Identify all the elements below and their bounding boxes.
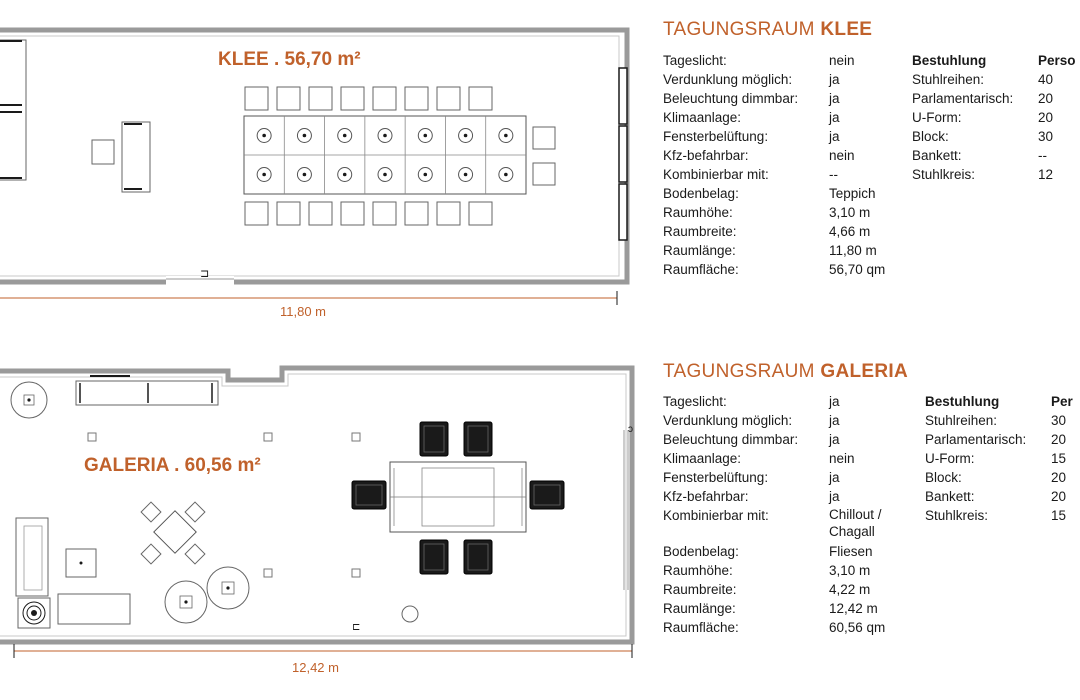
klee-chair bbox=[341, 87, 364, 110]
klee-property-value: ja bbox=[829, 129, 840, 144]
galeria-property-value: ja bbox=[829, 394, 840, 409]
klee-property-label: Bodenbelag: bbox=[663, 186, 739, 201]
klee-seating-value: -- bbox=[1038, 148, 1047, 163]
galeria-ceiling-light bbox=[264, 433, 272, 441]
galeria-property-labels bbox=[663, 392, 798, 637]
galeria-property-label: Kombinierbar mit: bbox=[663, 508, 769, 523]
klee-seating-labels bbox=[912, 51, 1013, 184]
klee-plan-label: KLEE . 56,70 m² bbox=[218, 49, 361, 70]
galeria-info-panel bbox=[663, 361, 1073, 635]
galeria-property-value: 60,56 qm bbox=[829, 620, 886, 635]
galeria-property-value: ja bbox=[829, 489, 840, 504]
galeria-ceiling-light bbox=[88, 433, 96, 441]
klee-property-labels bbox=[663, 51, 798, 279]
klee-chair bbox=[341, 202, 364, 225]
galeria-property-value: Fliesen bbox=[829, 544, 873, 559]
galeria-property-label: Kfz-befahrbar: bbox=[663, 489, 749, 504]
klee-title-name: KLEE bbox=[820, 19, 873, 40]
klee-property-value: 56,70 qm bbox=[829, 262, 886, 277]
klee-chair bbox=[245, 87, 268, 110]
galeria-property-value: 4,22 m bbox=[829, 582, 871, 597]
klee-seating-label: U-Form: bbox=[912, 110, 962, 125]
galeria-seating-values bbox=[1051, 392, 1073, 525]
klee-seating-label: Stuhlkreis: bbox=[912, 167, 976, 182]
klee-property-label: Kombinierbar mit: bbox=[663, 167, 769, 182]
galeria-ceiling-light bbox=[352, 433, 360, 441]
klee-chair bbox=[373, 202, 396, 225]
klee-seating-label: Stuhlreihen: bbox=[912, 72, 985, 87]
klee-floor-plan bbox=[0, 30, 627, 319]
galeria-seating-label: Parlamentarisch: bbox=[925, 432, 1027, 447]
galeria-seating-value: 20 bbox=[1051, 432, 1067, 447]
klee-chair bbox=[373, 87, 396, 110]
galeria-property-label: Beleuchtung dimmbar: bbox=[663, 432, 799, 447]
klee-chair bbox=[469, 202, 492, 225]
klee-chair bbox=[309, 202, 332, 225]
svg-text:⊏: ⊏ bbox=[352, 622, 361, 633]
klee-property-label: Beleuchtung dimmbar: bbox=[663, 91, 799, 106]
klee-seating-value: 30 bbox=[1038, 129, 1054, 144]
klee-property-values bbox=[829, 51, 885, 279]
galeria-seating-value: 20 bbox=[1051, 470, 1067, 485]
klee-chair bbox=[277, 202, 300, 225]
klee-property-label: Raumhöhe: bbox=[663, 205, 733, 220]
klee-chair bbox=[533, 163, 555, 185]
klee-chair bbox=[245, 202, 268, 225]
klee-chair bbox=[437, 87, 460, 110]
klee-property-label: Fensterbelüftung: bbox=[663, 129, 769, 144]
klee-seating-label: Bankett: bbox=[912, 148, 962, 163]
klee-property-value: -- bbox=[829, 167, 838, 182]
galeria-floor-plan bbox=[0, 368, 633, 675]
klee-chair bbox=[533, 127, 555, 149]
galeria-property-label: Fensterbelüftung: bbox=[663, 470, 769, 485]
klee-seating-value: 40 bbox=[1038, 72, 1054, 87]
galeria-seating-label: Block: bbox=[925, 470, 962, 485]
klee-seating-label: Block: bbox=[912, 129, 949, 144]
galeria-length-dimension: 12,42 m bbox=[292, 660, 339, 675]
klee-chair bbox=[469, 87, 492, 110]
galeria-property-value: 3,10 m bbox=[829, 563, 871, 578]
klee-seating-value: 20 bbox=[1038, 110, 1054, 125]
klee-seating-label: Parlamentarisch: bbox=[912, 91, 1014, 106]
galeria-property-value: ja bbox=[829, 470, 840, 485]
klee-window bbox=[619, 68, 627, 124]
galeria-seating-header: Bestuhlung bbox=[925, 394, 1000, 409]
klee-info-panel bbox=[663, 19, 1076, 277]
klee-property-label: Raumfläche: bbox=[663, 262, 739, 277]
klee-property-value: 4,66 m bbox=[829, 224, 871, 239]
klee-property-value: nein bbox=[829, 53, 855, 68]
galeria-seating-label: U-Form: bbox=[925, 451, 975, 466]
klee-chair bbox=[405, 202, 428, 225]
galeria-property-label: Raumbreite: bbox=[663, 582, 737, 597]
galeria-cabinet bbox=[58, 594, 130, 624]
klee-property-label: Raumbreite: bbox=[663, 224, 737, 239]
galeria-seating-labels bbox=[925, 392, 1026, 525]
klee-title-prefix: TAGUNGSRAUM bbox=[663, 19, 815, 40]
klee-chair bbox=[405, 87, 428, 110]
klee-seating-header: Bestuhlung bbox=[912, 53, 987, 68]
klee-property-label: Verdunklung möglich: bbox=[663, 72, 793, 87]
galeria-seating-value: 30 bbox=[1051, 413, 1067, 428]
galeria-seating-value: 15 bbox=[1051, 451, 1067, 466]
galeria-property-label: Bodenbelag: bbox=[663, 544, 739, 559]
klee-property-value: ja bbox=[829, 110, 840, 125]
klee-chair bbox=[437, 202, 460, 225]
galeria-lounge-group bbox=[141, 502, 205, 564]
galeria-property-label: Verdunklung möglich: bbox=[663, 413, 793, 428]
galeria-property-label: Tageslicht: bbox=[663, 394, 727, 409]
galeria-property-value: ja bbox=[829, 432, 840, 447]
galeria-persons-header: Per bbox=[1051, 394, 1073, 409]
klee-property-value: ja bbox=[829, 72, 840, 87]
galeria-seating-label: Stuhlreihen: bbox=[925, 413, 998, 428]
klee-property-value: 11,80 m bbox=[829, 243, 877, 258]
galeria-property-value: Chillout / Chagall bbox=[829, 507, 882, 539]
galeria-shelf bbox=[76, 381, 218, 405]
svg-text:ɔ: ɔ bbox=[628, 424, 633, 435]
galeria-seating-label: Bankett: bbox=[925, 489, 975, 504]
galeria-property-label: Raumlänge: bbox=[663, 601, 736, 616]
galeria-property-label: Klimaanlage: bbox=[663, 451, 742, 466]
klee-property-value: Teppich bbox=[829, 186, 876, 201]
klee-title bbox=[663, 20, 872, 39]
klee-seating-values bbox=[1038, 51, 1076, 184]
galeria-plan-label: GALERIA . 60,56 m² bbox=[84, 455, 261, 476]
klee-property-label: Kfz-befahrbar: bbox=[663, 148, 749, 163]
galeria-title-prefix: TAGUNGSRAUM bbox=[663, 361, 815, 382]
galeria-title-name: GALERIA bbox=[820, 361, 908, 382]
klee-lectern bbox=[122, 122, 150, 192]
klee-chair bbox=[309, 87, 332, 110]
galeria-property-label: Raumfläche: bbox=[663, 620, 739, 635]
klee-length-dimension: 11,80 m bbox=[280, 304, 327, 319]
klee-property-value: nein bbox=[829, 148, 855, 163]
galeria-property-label: Raumhöhe: bbox=[663, 563, 733, 578]
galeria-property-value: 12,42 m bbox=[829, 601, 878, 616]
galeria-property-value: ja bbox=[829, 413, 840, 428]
klee-property-value: 3,10 m bbox=[829, 205, 871, 220]
klee-window bbox=[619, 126, 627, 182]
klee-seating-value: 12 bbox=[1038, 167, 1054, 182]
galeria-property-value: nein bbox=[829, 451, 855, 466]
klee-property-label: Klimaanlage: bbox=[663, 110, 742, 125]
galeria-seating-value: 20 bbox=[1051, 489, 1067, 504]
galeria-ceiling-light bbox=[352, 569, 360, 577]
klee-property-label: Tageslicht: bbox=[663, 53, 727, 68]
galeria-ceiling-light bbox=[264, 569, 272, 577]
klee-persons-header: Perso bbox=[1038, 53, 1076, 68]
klee-property-value: ja bbox=[829, 91, 840, 106]
galeria-seating-label: Stuhlkreis: bbox=[925, 508, 989, 523]
klee-window bbox=[619, 184, 627, 240]
galeria-seating-value: 15 bbox=[1051, 508, 1067, 523]
klee-seating-value: 20 bbox=[1038, 91, 1054, 106]
galeria-title bbox=[663, 362, 908, 381]
klee-chair bbox=[277, 87, 300, 110]
galeria-property-values bbox=[829, 392, 909, 637]
klee-property-label: Raumlänge: bbox=[663, 243, 736, 258]
klee-cabinet bbox=[0, 40, 26, 180]
svg-text:⊐: ⊐ bbox=[200, 268, 210, 280]
klee-chair bbox=[92, 140, 114, 164]
